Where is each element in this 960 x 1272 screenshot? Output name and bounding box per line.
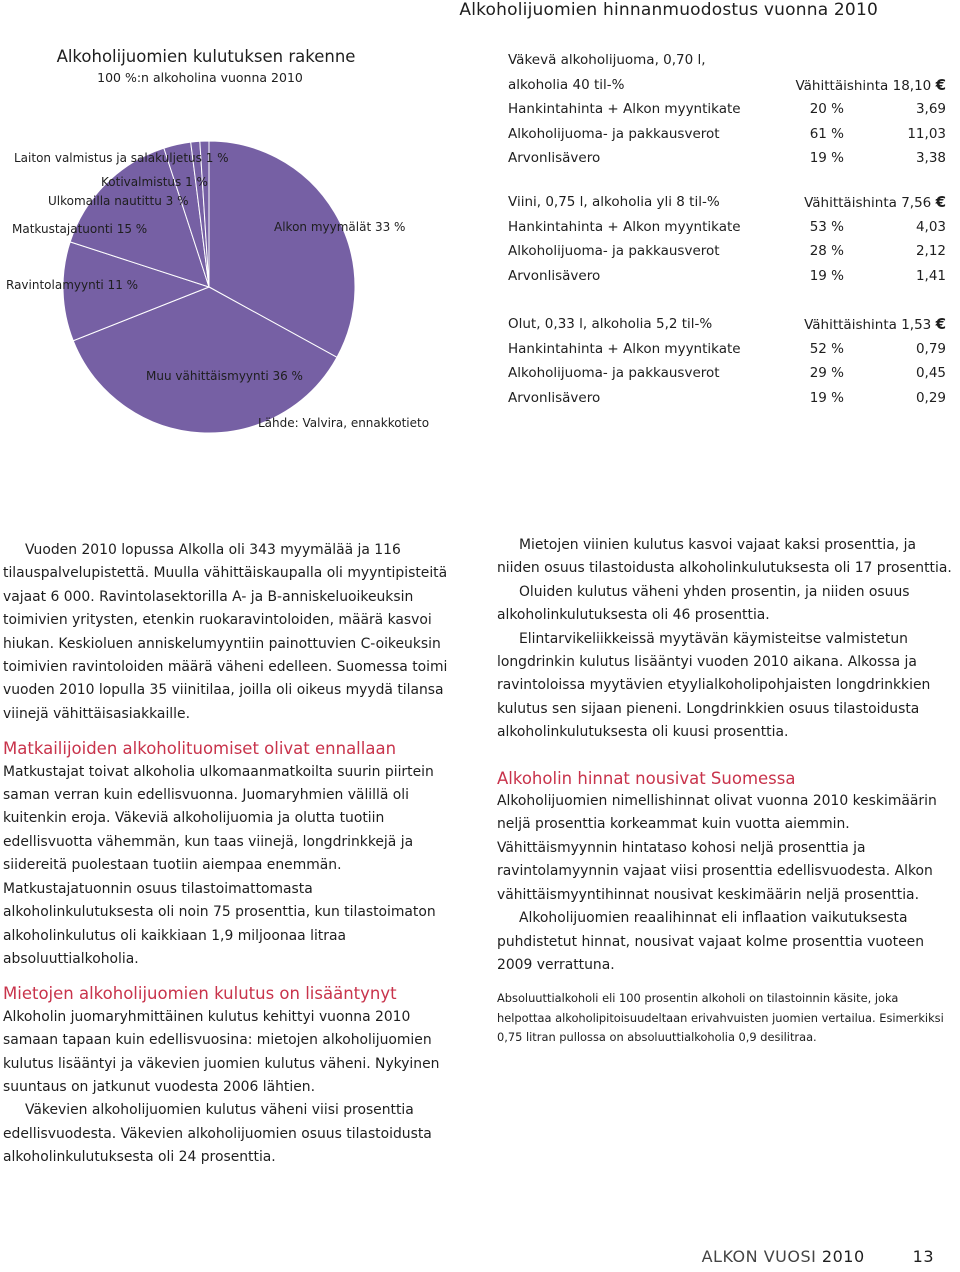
page-title: Alkoholijuomien hinnanmuodostus vuonna 2010 bbox=[459, 0, 878, 20]
longdrink-paragraph: Elintarvikeliikkeissä myytävän käymisteitse valmistetun longdrinkin kulutus lisääntyi vuoden 2010 aikana. Alkossa ja ravintoloissa myytävien etyylialkoholipohjaisten longdrinkkien kulutus sen sijaan pieneni. Longdrinkkien osuus tilastoidusta alkoholinkulutuksesta oli kuusi prosenttia. bbox=[497, 630, 931, 741]
mild-drinks-paragraph: Alkoholin juomaryhmittäinen kulutus kehittyi vuonna 2010 samaan tapaan kuin edellisvuosina: mietojen alkoholijuomien kulutus lisääntyi ja väkevien juomien kulutus väheni. Nykyinen suuntaus on jatkunut vuodesta 2006 lähtien. bbox=[3, 1008, 440, 1095]
euro-icon: € bbox=[935, 315, 946, 333]
table-row: Hankintahinta + Alkon myyntikate 53 % 4,03 bbox=[508, 218, 946, 235]
table-row: Arvonlisävero 19 % 3,38 bbox=[508, 150, 946, 166]
pie-label-abroad: Ulkomailla nautittu 3 % bbox=[48, 194, 189, 208]
pie-label-restaurant: Ravintolamyynti 11 % bbox=[6, 278, 139, 292]
heading-prices: Alkoholin hinnat nousivat Suomessa bbox=[497, 768, 796, 788]
euro-icon: € bbox=[935, 75, 946, 94]
table-row: Hankintahinta + Alkon myyntikate 20 % 3,69 bbox=[508, 101, 946, 117]
chart-title: Alkoholijuomien kulutuksen rakenne bbox=[56, 47, 356, 66]
table-title: Väkevä alkoholijuoma, 0,70 l, bbox=[508, 52, 706, 68]
footnote: Absoluuttialkoholi eli 100 prosentin alkoholi on tilastoinnin käsite, joka helpottaa alkoholipitoisuudeltaan erivahvuisten juomien vertailua. Esimerkiksi 0,75 litran pullossa on absoluuttialkoholia 0,9 desilitraa. bbox=[497, 991, 944, 1045]
page-footer bbox=[702, 1247, 934, 1266]
table-row: Alkoholijuoma- ja pakkausverot 29 % 0,45 bbox=[508, 365, 946, 381]
page-number: 13 bbox=[912, 1247, 934, 1266]
table-row: Hankintahinta + Alkon myyntikate 52 % 0,79 bbox=[508, 340, 946, 357]
price-table-spirits bbox=[508, 48, 946, 171]
beer-paragraph: Oluiden kulutus väheni yhden prosentin, ja niiden osuus alkoholinkulutuksesta oli 46 prosenttia. bbox=[497, 583, 910, 624]
intro-paragraph: Vuoden 2010 lopussa Alkolla oli 343 myymälää ja 116 tilauspalvelupistettä. Muulla vähittäiskaupalla oli myyntipisteitä vajaat 6 000. Ravintolasektorilla A- ja B-anniskeluoikeuksin toimivien yritysten, etenkin ruokaravintoloiden, määrä kasvoi hiukan. Keskioluen anniskelumyyntiin painottuvien C-oikeuksin toimivien ravintoloiden määrä väheni edelleen. Suomessa toimi vuoden 2010 lopulla 35 viinitilaa, joilla oli oikeus myydä tilansa viinejä vähittäisasiakkaille. bbox=[3, 542, 448, 722]
pie-label-traveller-imports: Matkustajatuonti 15 % bbox=[12, 222, 148, 236]
spirits-paragraph: Väkevien alkoholijuomien kulutus väheni viisi prosenttia edellisvuodesta. Väkevien alkoholijuomien osuus tilastoidusta alkoholinkulutuksesta oli 24 prosenttia. bbox=[3, 1102, 432, 1166]
table-row: Arvonlisävero 19 % 0,29 bbox=[508, 389, 946, 406]
retail-price: Vähittäishinta 18,10 € bbox=[795, 75, 946, 94]
euro-icon: € bbox=[935, 193, 946, 211]
price-table-beer bbox=[508, 312, 946, 410]
table-header-row: Olut, 0,33 l, alkoholia 5,2 til-% Vähittäishinta 1,53 € bbox=[508, 312, 946, 337]
retail-price: Vähittäishinta 1,53 € bbox=[804, 315, 946, 333]
pie-label-homemade: Kotivalmistus 1 % bbox=[101, 175, 208, 189]
chart-subtitle: 100 %:n alkoholina vuonna 2010 bbox=[97, 70, 303, 85]
real-prices-paragraph: Alkoholijuomien reaalihinnat eli inflaation vaikutuksesta puhdistetut hinnat, nousivat vajaat kolme prosenttia vuoteen 2009 verrattuna. bbox=[497, 910, 925, 973]
pie-label-alko: Alkon myymälät 33 % bbox=[274, 220, 406, 234]
table-row: Alkoholijuoma- ja pakkausverot 28 % 2,12 bbox=[508, 243, 946, 259]
chart-source: Lähde: Valvira, ennakkotieto bbox=[258, 416, 430, 430]
heading-mild-drinks: Mietojen alkoholijuomien kulutus on lisääntynyt bbox=[3, 984, 397, 1004]
left-column bbox=[3, 539, 461, 1170]
footer-brand: ALKON VUOSI bbox=[701, 1247, 817, 1266]
price-table-wine bbox=[508, 190, 946, 288]
heading-travellers: Matkailijoiden alkoholituomiset olivat ennallaan bbox=[3, 739, 397, 759]
pie-label-illegal: Laiton valmistus ja salakuljetus 1 % bbox=[14, 151, 229, 165]
travellers-paragraph: Matkustajat toivat alkoholia ulkomaanmatkoilta suurin piirtein saman verran kuin edellisvuonna. Juomaryhmien välillä oli kuitenkin eroja. Väkeviä alkoholijuomia ja olutta tuotiin edellisvuotta vähemmän, kun taas viinejä, longdrinkkejä ja siidereitä puolestaan tuotiin aiempaa enemmän. Matkustajatuonnin osuus tilastoimattomasta alkoholinkulutuksesta oli noin 75 prosenttia, kun tilastoimaton alkoholinkulutus oli kaikkiaan 1,9 miljoonaa litraa absoluuttialkoholia. bbox=[3, 763, 436, 967]
footer-year: 2010 bbox=[821, 1247, 865, 1266]
table-header-row: alkoholia 40 til-% Vähittäishinta 18,10 € bbox=[508, 73, 946, 98]
right-column bbox=[497, 534, 953, 1048]
wine-paragraph: Mietojen viinien kulutus kasvoi vajaat kaksi prosenttia, ja niiden osuus tilastoidusta alkoholinkulutuksesta oli 17 prosenttia. bbox=[497, 537, 952, 577]
pie-label-retail: Muu vähittäismyynti 36 % bbox=[146, 369, 303, 383]
prices-paragraph: Alkoholijuomien nimellishinnat olivat vuonna 2010 keskimäärin neljä prosenttia korkeammat kuin vuotta aiemmin. Vähittäismyynnin hintataso kohosi neljä prosenttia ja ravintolamyynnin vajaat viisi prosenttia edellisvuodesta. Alkon vähittäismyyntihinnat nousivat keskimäärin neljä prosenttia. bbox=[497, 793, 937, 903]
retail-price: Vähittäishinta 7,56 € bbox=[804, 193, 946, 211]
table-header-row: Viini, 0,75 l, alkoholia yli 8 til-% Vähittäishinta 7,56 € bbox=[508, 190, 946, 215]
table-row: Alkoholijuoma- ja pakkausverot 61 % 11,03 bbox=[508, 125, 946, 142]
table-row: Arvonlisävero 19 % 1,41 bbox=[508, 267, 946, 284]
